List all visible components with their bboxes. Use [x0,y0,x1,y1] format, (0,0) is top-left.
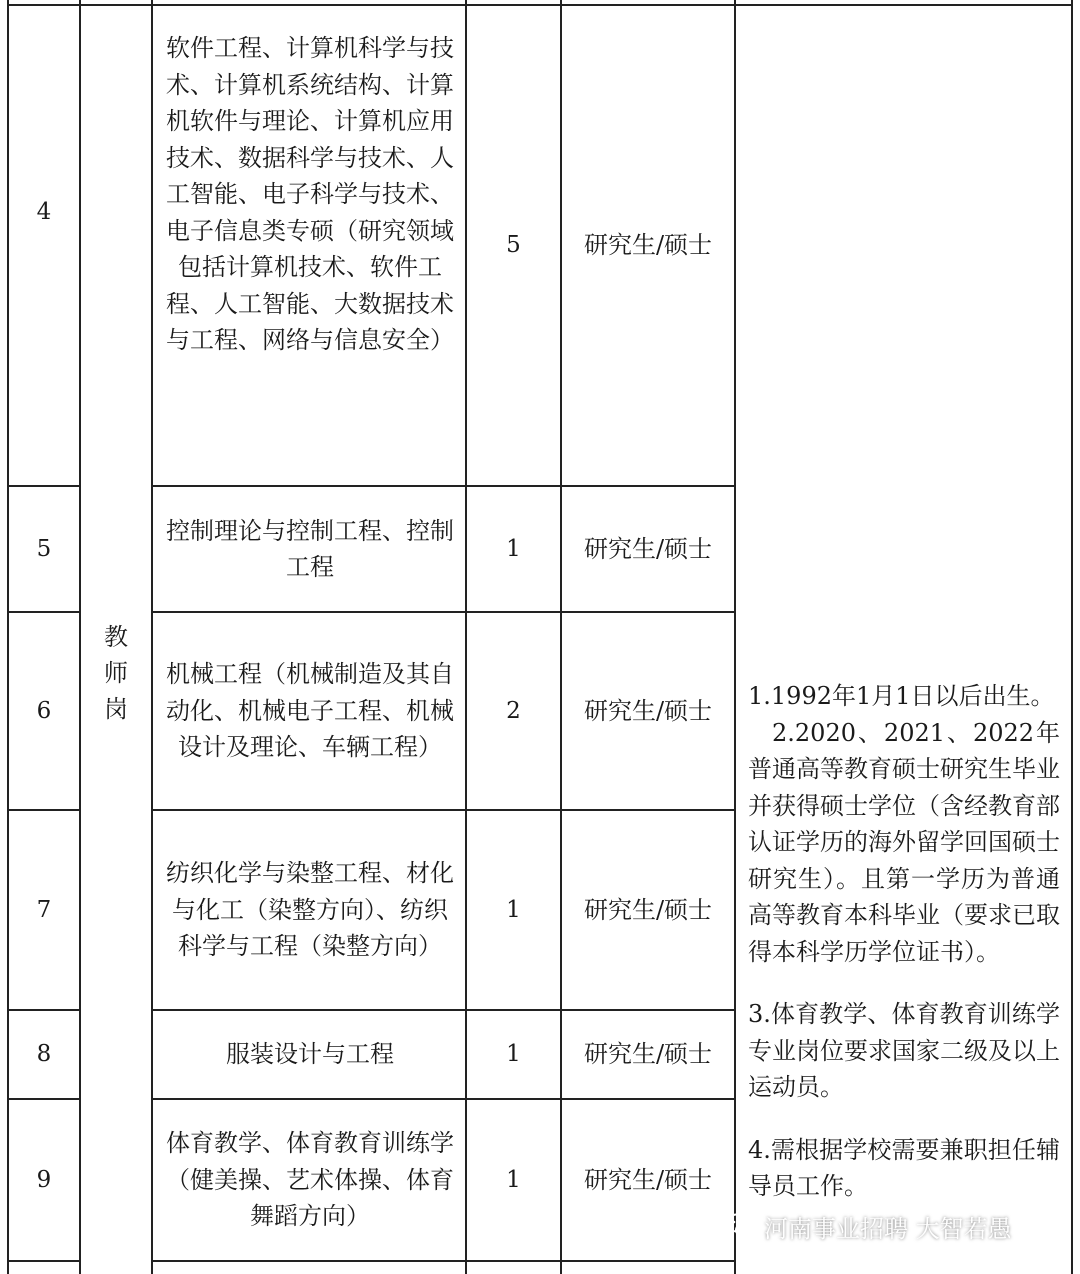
major-cell: 控制理论与控制工程、控制工程 [166,516,454,581]
education-cell: 研究生/硕士 [583,231,713,260]
requirements-cell [748,678,1060,1205]
wechat-icon [724,1210,756,1242]
requirement-item: 3.体育教学、体育教育训练学专业岗位要求国家二级及以上运动员。 [748,1000,1060,1101]
headcount-cell: 1 [506,1166,521,1193]
watermark [724,1206,1012,1246]
headcount-cell: 5 [506,232,521,259]
post-type-char: 岗 [104,695,128,723]
row-index: 9 [36,1166,52,1193]
table-border [151,1260,736,1262]
education-cell: 研究生/硕士 [583,1040,713,1069]
requirement-item: 4.需根据学校需要兼职担任辅导员工作。 [748,1135,1060,1200]
major-cell: 纺织化学与染整工程、材化与化工（染整方向）、纺织科学与工程（染整方向） [166,859,454,961]
headcount-cell: 1 [506,535,521,562]
headcount-cell: 2 [506,697,521,724]
row-index: 6 [36,697,52,724]
education-cell: 研究生/硕士 [583,1165,713,1194]
row-index: 7 [36,896,52,923]
headcount-cell: 1 [506,1041,521,1068]
education-cell: 研究生/硕士 [583,895,713,924]
requirement-item: 2.2020、2021、2022年普通高等教育硕士研究生毕业并获得硕士学位（含经教育部认证学历的海外留学回国硕士研究生）。且第一学历为普通高等教育本科毕业（要求已取得本科学历学位证书）。 [748,718,1060,966]
major-cell: 软件工程、计算机科学与技术、计算机系统结构、计算机软件与理论、计算机应用技术、数据科学与技术、人工智能、电子科学与技术、电子信息类专硕（研究领域包括计算机技术、软件工程、人工智能、大数据技术与工程、网络与信息安全） [166,34,454,354]
major-cell: 服装设计与工程 [226,1040,394,1069]
post-type-char: 师 [104,659,128,687]
row-index: 4 [36,198,52,225]
major-cell: 体育教学、体育教育训练学（健美操、艺术体操、体育舞蹈方向） [166,1129,454,1231]
headcount-cell: 1 [506,896,521,923]
requirement-item: 1.1992年1月1日以后出生。 [748,682,1055,710]
watermark-text: 河南事业招聘 大智若愚 [764,1214,1012,1243]
table-border [734,0,736,1274]
table-border [1071,0,1073,1274]
table-border [7,1260,81,1262]
education-cell: 研究生/硕士 [583,534,713,563]
major-cell: 机械工程（机械制造及其自动化、机械电子工程、机械设计及理论、车辆工程） [166,660,454,762]
row-index: 8 [36,1041,52,1068]
row-index: 5 [36,535,52,562]
education-cell: 研究生/硕士 [583,696,713,725]
post-type-char: 教 [104,623,128,651]
